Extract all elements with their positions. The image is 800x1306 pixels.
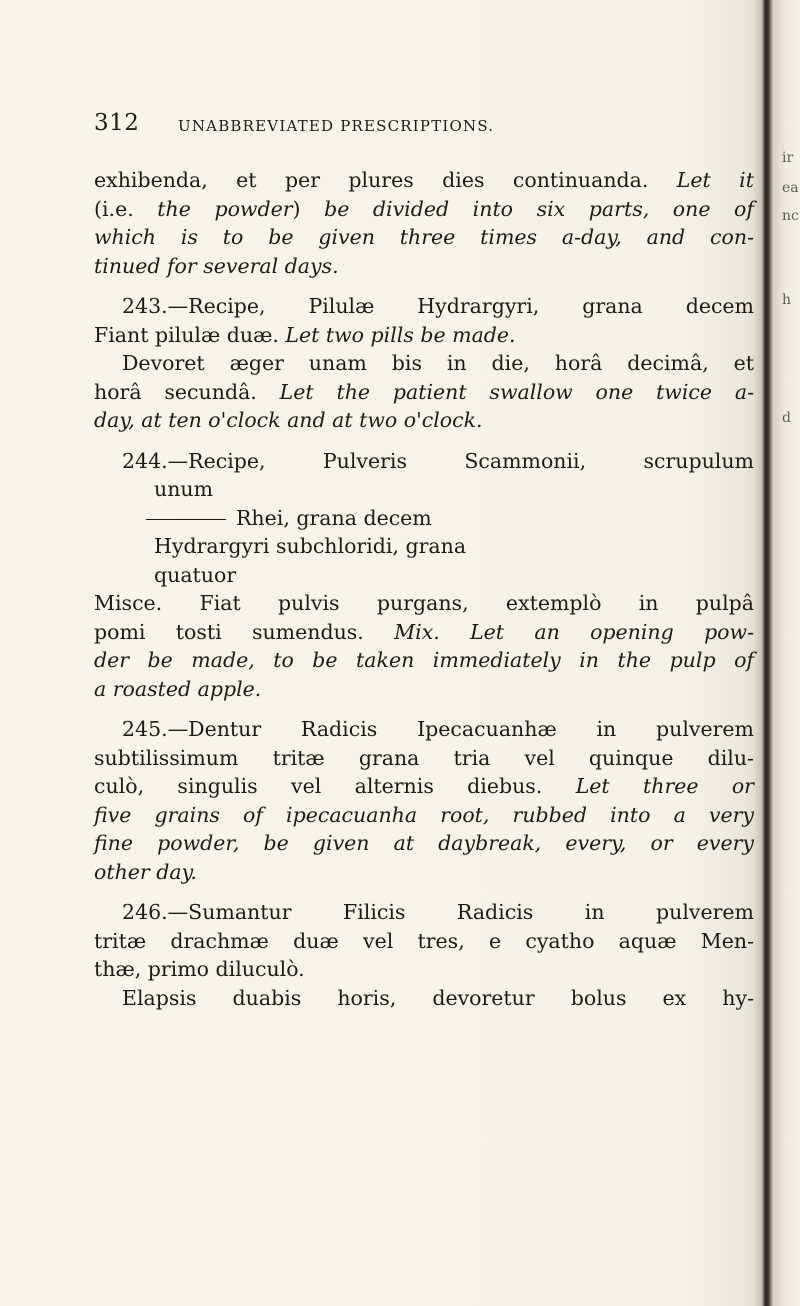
text-line: quatuor (154, 562, 237, 587)
text-line: der be made, to be taken immediately in the pulp of (94, 648, 754, 672)
text-line: pomi tosti sumendus. Mix. Let an opening pow- (94, 619, 755, 644)
text-line: exhibenda, et per plures dies continuanda. Let it (94, 168, 754, 192)
text-line: Devoret æger unam bis in die, horâ decimâ, et (122, 351, 754, 375)
text-line: Fiant pilulæ duæ. Let two pills be made. (94, 322, 516, 347)
text-line: a roasted apple. (94, 676, 262, 701)
page-number: 312 (94, 110, 140, 136)
prescription-244 (94, 447, 754, 704)
text-line: Elapsis duabis horis, devoretur bolus ex hy- (122, 985, 754, 1010)
page-header (94, 110, 754, 146)
text-line: day, at ten o'clock and at two o'clock. (94, 408, 483, 432)
facing-page-fragment: d (782, 410, 791, 426)
facing-page-fragment: ir (782, 150, 794, 166)
prescription-243 (94, 292, 754, 435)
text-line: thæ, primo diluculò. (94, 957, 305, 981)
facing-page-fragment: ea (782, 180, 799, 196)
text-line: 243.—Recipe, Pilulæ Hydrargyri, grana decem (122, 294, 754, 318)
text-line: Misce. Fiat pulvis purgans, extemplò in pulpâ (94, 591, 754, 615)
text-line: tritæ drachmæ duæ vel tres, e cyatho aquæ Men- (94, 928, 754, 953)
text-line: which is to be given three times a-day, and con- (94, 225, 754, 249)
text-line: Rhei, grana decem (94, 504, 754, 533)
text-line: other day. (94, 859, 197, 884)
text-line: five grains of ipecacuanha root, rubbed into a very (94, 802, 754, 827)
ditto-dash (146, 519, 226, 520)
facing-page-fragment: h (782, 292, 792, 308)
text-line: subtilissimum tritæ grana tria vel quinque dilu- (94, 745, 754, 770)
paragraph-continuation (94, 166, 754, 280)
text-line: (i.e. the powder) be divided into six parts, one of (94, 196, 754, 221)
text-line: unum (154, 477, 214, 501)
text-line: 245.—Dentur Radicis Ipecacuanhæ in pulverem (122, 717, 754, 741)
running-head: UNABBREVIATED PRESCRIPTIONS. (178, 117, 495, 135)
text-line: 244.—Recipe, Pulveris Scammonii, scrupulum (122, 448, 754, 473)
text-line: culò, singulis vel alternis diebus. Let three or (94, 774, 754, 798)
prescription-245 (94, 715, 754, 886)
prescription-246 (94, 898, 754, 1012)
facing-page-fragment: nc (782, 208, 799, 224)
text-line: fine powder, be given at daybreak, every, or every (94, 831, 754, 855)
text-line: tinued for several days. (94, 253, 339, 278)
text-line: Hydrargyri subchloridi, grana (154, 534, 467, 558)
page-body (94, 166, 754, 1012)
text-line: horâ secundâ. Let the patient swallow one twice a- (94, 379, 755, 404)
text-line: 246.—Sumantur Filicis Radicis in pulverem (122, 900, 754, 924)
